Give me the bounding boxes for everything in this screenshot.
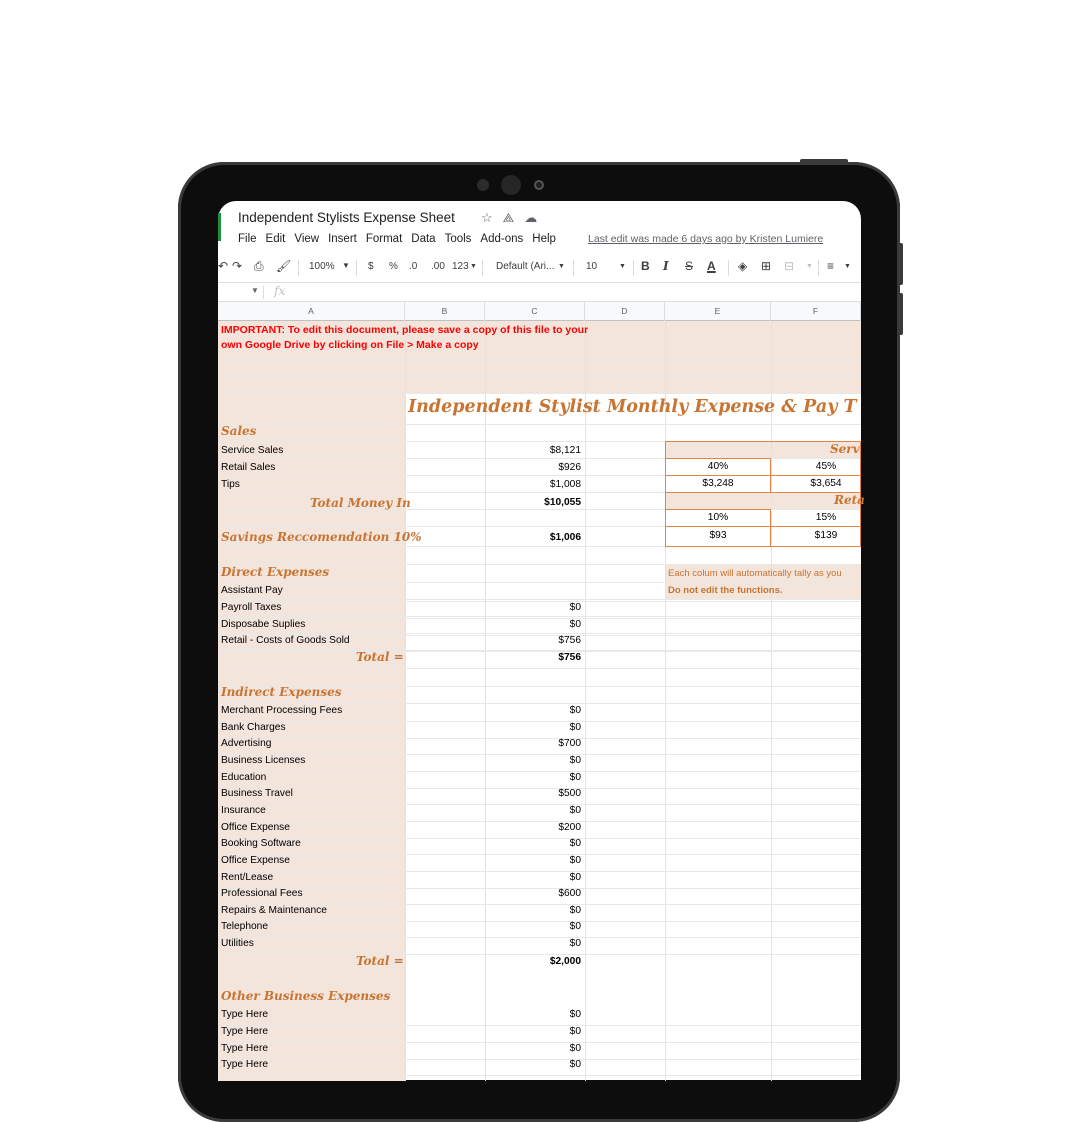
indirect-expense-label[interactable]: Repairs & Maintenance (221, 904, 327, 916)
bold-button[interactable]: B (641, 259, 650, 273)
spreadsheet-grid[interactable] (218, 302, 865, 1080)
chevron-down-icon[interactable]: ▼ (844, 263, 851, 270)
column-header-b[interactable]: B (405, 302, 485, 321)
font-size-select[interactable]: 10 (586, 261, 598, 272)
total-money-in-label: Total Money In (310, 496, 411, 510)
decrease-decimal-button[interactable]: .0 (409, 261, 418, 272)
strikethrough-button[interactable]: S (685, 259, 694, 273)
direct-expenses-heading: Direct Expenses (221, 565, 330, 579)
indirect-expense-value[interactable]: $200 (558, 821, 581, 833)
indirect-expense-label[interactable]: Professional Fees (221, 888, 303, 900)
menu-insert[interactable]: Insert (328, 233, 357, 245)
print-icon[interactable]: ⎙ (254, 259, 264, 273)
screen (218, 201, 865, 1080)
direct-expense-label[interactable]: Retail - Costs of Goods Sold (221, 635, 350, 647)
borders-icon[interactable]: ⊞ (761, 259, 772, 273)
indirect-expense-value[interactable]: $0 (569, 754, 581, 766)
indirect-expense-value[interactable]: $0 (569, 921, 581, 933)
direct-expense-label[interactable]: Assistant Pay (221, 585, 283, 596)
note-line-2: Do not edit the functions. (668, 585, 783, 596)
indirect-expense-label[interactable]: Office Expense (221, 854, 290, 866)
menu-tools[interactable]: Tools (444, 233, 472, 245)
menu-file[interactable]: File (238, 233, 257, 245)
formula-bar[interactable] (218, 282, 861, 302)
retail-amt-1[interactable]: $93 (709, 530, 727, 541)
menu-data[interactable]: Data (411, 233, 436, 245)
sheet-main-title: Independent Stylist Monthly Expense & Pay T (408, 397, 857, 417)
sheets-logo[interactable] (218, 213, 221, 241)
title-icons (481, 210, 547, 226)
sales-label-tips[interactable]: Tips (221, 479, 240, 490)
savings-value[interactable]: $1,006 (549, 532, 581, 543)
chevron-down-icon[interactable]: ▼ (342, 261, 350, 270)
direct-total-label: Total = (356, 650, 404, 664)
retail-pct-2[interactable]: 15% (815, 512, 837, 523)
indirect-expense-value[interactable]: $0 (569, 721, 581, 733)
service-box-heading: Serv (830, 442, 860, 456)
indirect-expense-label[interactable]: Office Expense (221, 821, 290, 833)
zoom-select[interactable]: 100% (309, 261, 335, 272)
column-header-e[interactable]: E (665, 302, 771, 321)
direct-expense-label[interactable]: Disposabe Suplies (221, 618, 306, 630)
service-amt-2[interactable]: $3,654 (810, 478, 842, 489)
front-camera (501, 175, 521, 195)
percent-format-button[interactable]: % (389, 261, 398, 272)
font-family-select[interactable]: Default (Ari... (496, 261, 555, 272)
column-header-f[interactable]: F (771, 302, 861, 321)
other-expense-label[interactable]: Type Here (221, 1025, 268, 1037)
indirect-expense-value[interactable]: $0 (569, 705, 581, 716)
sales-value-retail[interactable]: $926 (558, 462, 581, 473)
last-edit-link[interactable]: Last edit was made 6 days ago by Kristen Lumiere (588, 233, 824, 245)
menu-format[interactable]: Format (365, 233, 403, 245)
text-color-button[interactable]: A (707, 259, 716, 273)
sensor-dot (477, 179, 489, 191)
indirect-expenses-heading: Indirect Expenses (221, 685, 342, 699)
notice-line-2: own Google Drive by clicking on File > Make a copy (221, 339, 479, 351)
indirect-expense-label[interactable]: Insurance (221, 804, 266, 816)
column-header-a[interactable]: A (218, 302, 405, 321)
direct-expense-value[interactable]: $756 (558, 635, 581, 647)
indirect-expense-value[interactable]: $0 (569, 804, 581, 816)
direct-expense-value[interactable]: $0 (569, 618, 581, 630)
indirect-total-label: Total = (356, 954, 404, 968)
redo-icon[interactable]: ↷ (232, 259, 243, 273)
document-title[interactable]: Independent Stylists Expense Sheet (238, 210, 455, 225)
align-left-icon[interactable]: ≡ (827, 259, 835, 273)
more-formats-button[interactable]: 123 (452, 261, 469, 272)
column-header-c[interactable]: C (485, 302, 585, 321)
other-expense-value[interactable]: $0 (569, 1042, 581, 1054)
indirect-expense-label[interactable]: Telephone (221, 921, 269, 933)
cell-area[interactable] (218, 321, 865, 1081)
move-to-drive-icon[interactable]: ⟁ (502, 210, 525, 225)
service-amt-1[interactable]: $3,248 (702, 478, 734, 489)
undo-icon[interactable]: ↶ (218, 259, 229, 273)
indirect-expense-value[interactable]: $0 (569, 871, 581, 883)
sales-heading: Sales (221, 424, 257, 438)
chevron-down-icon[interactable]: ▼ (470, 263, 477, 270)
toolbar (218, 257, 861, 279)
cloud-status-icon[interactable]: ☁ (524, 210, 548, 225)
indirect-expense-value[interactable]: $0 (569, 938, 581, 950)
indirect-expense-label[interactable]: Merchant Processing Fees (221, 705, 343, 716)
direct-expense-label[interactable]: Payroll Taxes (221, 601, 282, 613)
star-icon[interactable]: ☆ (481, 210, 503, 225)
italic-button[interactable]: I (663, 259, 669, 273)
indirect-expense-label[interactable]: Booking Software (221, 838, 301, 850)
sales-label-service[interactable]: Service Sales (221, 445, 284, 456)
menu-view[interactable]: View (294, 233, 320, 245)
indirect-expense-label[interactable]: Business Licenses (221, 754, 306, 766)
other-expense-value[interactable]: $0 (569, 1009, 581, 1020)
total-money-in-value[interactable]: $10,055 (544, 497, 581, 508)
notice-line-1: IMPORTANT: To edit this document, please save a copy of this file to your (221, 324, 589, 336)
sales-value-tips[interactable]: $1,008 (549, 479, 581, 490)
chevron-down-icon[interactable]: ▼ (619, 263, 626, 270)
savings-label: Savings Reccomendation 10% (221, 530, 422, 544)
direct-total-value[interactable]: $756 (558, 652, 581, 663)
chevron-down-icon[interactable]: ▼ (558, 263, 565, 270)
chevron-down-icon[interactable]: ▼ (806, 263, 813, 270)
other-expense-label[interactable]: Type Here (221, 1042, 268, 1054)
menu-addons[interactable]: Add-ons (480, 233, 524, 245)
camera-lens (534, 180, 544, 190)
other-expense-label[interactable]: Type Here (221, 1059, 268, 1071)
indirect-expense-value[interactable]: $0 (569, 854, 581, 866)
retail-amt-2[interactable]: $139 (814, 530, 838, 541)
service-pct-2[interactable]: 45% (815, 461, 837, 472)
other-expense-label[interactable]: Type Here (221, 1009, 268, 1020)
increase-decimal-button[interactable]: .00 (431, 261, 445, 272)
menu-help[interactable]: Help (532, 233, 556, 245)
indirect-expense-value[interactable]: $0 (569, 904, 581, 916)
other-expense-value[interactable]: $0 (569, 1025, 581, 1037)
indirect-expense-value[interactable]: $600 (558, 888, 581, 900)
sales-label-retail[interactable]: Retail Sales (221, 462, 276, 473)
name-box-dropdown-icon[interactable]: ▼ (251, 286, 259, 295)
indirect-expense-value[interactable]: $500 (558, 788, 581, 800)
indirect-expense-label[interactable]: Bank Charges (221, 721, 286, 733)
fx-icon: fx (274, 284, 286, 298)
menu-edit[interactable]: Edit (265, 233, 286, 245)
indirect-expense-label[interactable]: Utilities (221, 938, 254, 950)
paint-format-icon[interactable]: 🖌 (276, 259, 292, 273)
menu-bar (238, 233, 556, 245)
indirect-expense-value[interactable]: $700 (558, 738, 581, 750)
service-pct-1[interactable]: 40% (707, 461, 729, 472)
other-expense-value[interactable]: $0 (569, 1059, 581, 1071)
retail-pct-1[interactable]: 10% (707, 512, 729, 523)
indirect-expense-label[interactable]: Advertising (221, 738, 272, 750)
note-line-1: Each colum will automatically tally as you (668, 568, 842, 579)
merge-cells-icon[interactable]: ⊟ (784, 259, 795, 273)
retail-box-heading: Reta (834, 493, 865, 507)
indirect-total-value[interactable]: $2,000 (549, 956, 581, 967)
indirect-expense-value[interactable]: $0 (569, 771, 581, 783)
indirect-expense-label[interactable]: Education (221, 771, 267, 783)
other-expenses-heading: Other Business Expenses (221, 989, 391, 1003)
indirect-expense-label[interactable]: Business Travel (221, 788, 293, 800)
column-header-d[interactable]: D (585, 302, 665, 321)
column-headers (218, 302, 861, 321)
fill-color-icon[interactable]: ◈ (738, 259, 748, 273)
indirect-expense-value[interactable]: $0 (569, 838, 581, 850)
direct-expense-value[interactable]: $0 (569, 601, 581, 613)
currency-format-button[interactable]: $ (368, 261, 374, 272)
sales-value-service[interactable]: $8,121 (549, 445, 581, 456)
indirect-expense-label[interactable]: Rent/Lease (221, 871, 274, 883)
